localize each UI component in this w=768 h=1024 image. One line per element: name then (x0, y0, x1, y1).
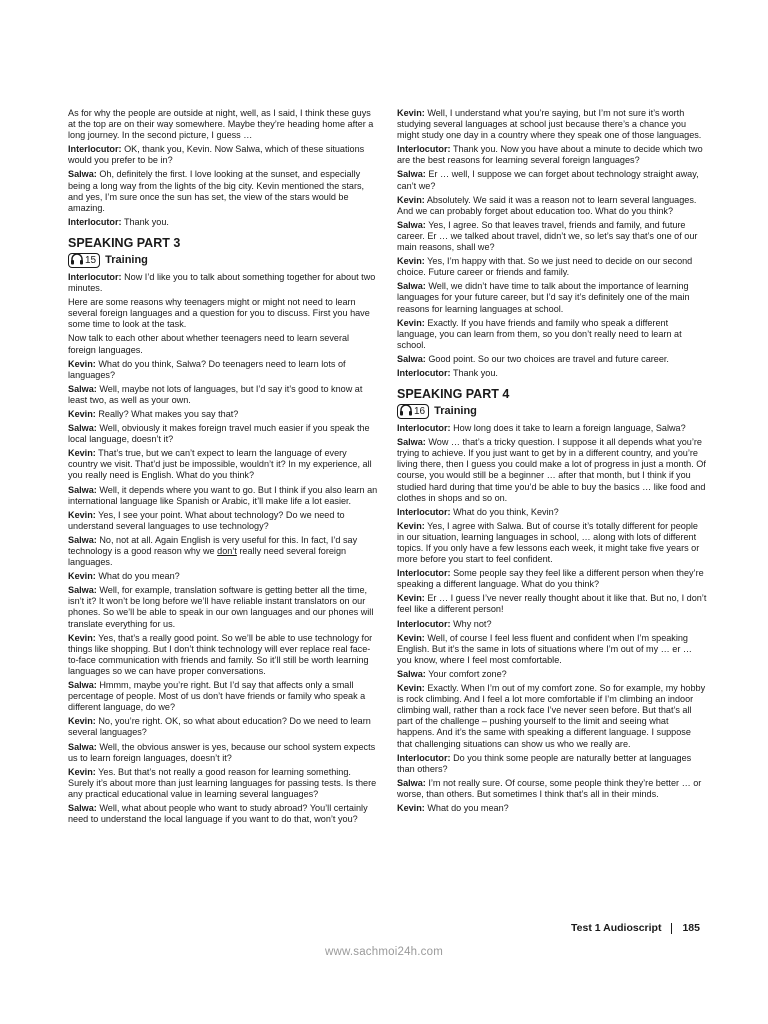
dialogue-line (397, 593, 707, 615)
line-text: What do you think, Salwa? Do teenagers need to learn lots of languages? (68, 358, 346, 380)
speaker-name: Salwa: (68, 484, 97, 495)
speaker-name: Salwa: (68, 741, 97, 752)
line-text: Well, of course I feel less fluent and confident when I’m speaking English. But it’s the same in lots of situations where I’m out of my … er … you know, where I feel most comfortable. (397, 632, 692, 665)
speaker-name: Kevin: (397, 802, 425, 813)
line-text: No, not at all. Again English is very useful for this. In fact, I’d say technology is a good reason why we (68, 534, 358, 556)
speaker-name: Salwa: (68, 169, 97, 180)
speaker-name: Salwa: (68, 680, 97, 691)
track-number: 16 (414, 406, 426, 418)
line-text: Some people say they feel like a different person when they’re speaking a different language. What do you think? (397, 568, 704, 590)
audio-track-badge (397, 404, 429, 419)
speaker-name: Salwa: (68, 383, 97, 394)
line-text: Well, maybe not lots of languages, but I’d say it’s good to know at least two, as well as your own. (68, 383, 363, 405)
speaker-name: Kevin: (68, 408, 96, 419)
page-footer (571, 922, 700, 934)
line-text: As for why the people are outside at night, well, as I said, I think these guys at the top are on their way somewhere. Maybe they’re heading home after a long journey. In the second picture, I guess … (68, 108, 374, 141)
line-text: Wow … that’s a tricky question. I suppose it all depends what you’re trying to achieve. If you just want to get by in a different country, and you’re living there, then I guess you could make a lot of progress in just a month. Of course, you would still be a beginner … after that month, but I think if you studied hard during that time you’d be able to buy the basics … like food and clothes in shops and so on. (397, 437, 706, 503)
speaker-name: Interlocutor: (397, 568, 451, 579)
speaker-name: Salwa: (397, 437, 426, 448)
dialogue-line (397, 144, 707, 166)
line-text: Hmmm, maybe you’re right. But I’d say that affects only a small percentage of people. Most of us don’t have friends or family who speak a different language, do we? (68, 680, 366, 713)
line-text: Exactly. When I’m out of my comfort zone. So for example, my hobby is rock climbing. And I feel a lot more comfortable if I’m climbing an indoor climbing wall, rather than a rock face I’ve never seen before. But that’s all part of the challenge – pushing yourself to the limit and seeing what happens. And it’s the same with speaking a different language. I suppose that challenging situations can show us who we really are. (397, 683, 706, 749)
dialogue-line (68, 485, 378, 507)
dialogue-line (397, 169, 707, 191)
speaker-name: Salwa: (397, 219, 426, 230)
dialogue-line (68, 633, 378, 677)
line-text: Thank you. Now you have about a minute to decide which two are the best reasons for learning several foreign languages? (397, 144, 703, 166)
dialogue-line (68, 359, 378, 381)
speaker-name: Kevin: (68, 509, 96, 520)
line-text: Exactly. If you have friends and family who speak a different language, you can learn from them, so you don’t really need to learn at school. (397, 317, 682, 350)
line-text: Well, it depends where you want to go. But I think if you also learn an international language like Spanish or Arabic, it’ll make life a lot easier. (68, 484, 378, 506)
speaker-name: Kevin: (397, 520, 425, 531)
speaker-name: Interlocutor: (397, 144, 451, 155)
training-text: Training (434, 405, 477, 418)
dialogue-line (397, 521, 707, 565)
dialogue-line (397, 803, 707, 814)
dialogue-line (68, 297, 378, 330)
speaker-name: Kevin: (397, 632, 425, 643)
line-text: Now I’d like you to talk about something together for about two minutes. (68, 271, 376, 294)
speaker-name: Salwa: (397, 668, 426, 679)
dialogue-line (68, 767, 378, 800)
speaker-name: Interlocutor: (397, 506, 451, 517)
dialogue-line (397, 354, 707, 365)
speaker-name: Salwa: (397, 777, 426, 788)
dialogue-line (397, 423, 707, 434)
line-text: Yes, I agree with Salwa. But of course it’s totally different for people in our situation, learning languages in school, … along with lots of different topics. If you only have a few lessons each week, it might take five years or more before you start to feel confident. (397, 520, 700, 565)
line-text: Well, for example, translation software is getting better all the time, isn’t it? It won’t be long before we’ll have reliable instant translators on our phones. So we’ll be able to speak in our own languages and our phones will translate everything for us. (68, 585, 374, 629)
dialogue-line (397, 568, 707, 590)
line-text: Well, we didn’t have time to talk about the importance of learning languages for your future career, but I’d say it’s definitely one of the main reasons for learning languages at school. (397, 281, 690, 314)
dialogue-line (397, 683, 707, 750)
dialogue-line (397, 753, 707, 775)
dialogue-line (397, 108, 707, 141)
speaker-name: Interlocutor: (397, 618, 451, 629)
section-heading: SPEAKING PART 3 (68, 235, 181, 250)
speaker-name: Kevin: (68, 632, 96, 643)
line-text: That’s true, but we can’t expect to learn the language of every country we visit. That’d just be impossible, wouldn’t it? In my experience, all you really need is English. What do you think? (68, 448, 372, 481)
line-text: Yes, I see your point. What about technology? Do we need to understand several languages to use technology? (68, 509, 345, 531)
underlined-word: don’t (217, 546, 237, 556)
dialogue-line (397, 778, 707, 800)
training-text: Training (105, 253, 148, 266)
speaker-name: Interlocutor: (68, 216, 122, 227)
line-text: Well, what about people who want to study abroad? You’ll certainly need to understand the local language if you want to do that, won’t you? (68, 802, 368, 825)
dialogue-line (68, 510, 378, 532)
dialogue-line (68, 423, 378, 445)
speaker-name: Interlocutor: (68, 271, 122, 282)
dialogue-line (68, 169, 378, 213)
line-text: Really? What makes you say that? (98, 408, 239, 419)
line-text: Why not? (453, 618, 492, 629)
dialogue-line (397, 318, 707, 351)
dialogue-line (68, 272, 378, 294)
speaker-name: Salwa: (397, 353, 426, 364)
line-text: Oh, definitely the first. I love looking at the sunset, and especially being a long way from the lights of the big city. Kevin mentioned the stars, and yes, I’m sure once the sun has set, the view of the stars would be amazing. (68, 169, 365, 213)
speaker-name: Interlocutor: (397, 367, 451, 378)
right-column (397, 108, 707, 817)
speaker-name: Salwa: (68, 585, 97, 596)
watermark: www.sachmoi24h.com (324, 946, 443, 958)
line-text: Yes, that’s a really good point. So we’ll be able to use technology for things like shopping. But I don’t think technology will ever replace real face-to-face communication with friends and family. So it’ll still be worth learning languages so we can have proper conversations. (68, 632, 373, 676)
line-text: Now talk to each other about whether teenagers need to learn several foreign languages. (68, 333, 350, 355)
speaker-name: Kevin: (68, 358, 96, 369)
dialogue-line (68, 585, 378, 629)
dialogue-line (68, 409, 378, 420)
line-text: Thank you. (123, 216, 169, 227)
speaker-name: Interlocutor: (397, 752, 451, 763)
speaker-name: Kevin: (397, 108, 425, 118)
line-text: Er … well, I suppose we can forget about technology straight away, can’t we? (397, 169, 699, 191)
speaker-name: Kevin: (68, 766, 96, 777)
dialogue-line (68, 448, 378, 481)
speaker-name: Interlocutor: (397, 423, 451, 434)
dialogue-line (397, 195, 707, 217)
line-text: Do you think some people are naturally better at languages than others? (397, 752, 692, 774)
line-text: Er … I guess I’ve never really thought about it like that. But no, I don’t feel like a different person! (397, 593, 707, 615)
footer-title: Test 1 Audioscript (571, 922, 662, 934)
dialogue-line (397, 507, 707, 518)
line-text: Well, I understand what you’re saying, but I’m not sure it’s worth studying several languages at school just because there’s a chance you might study one day in a country where they speak one of those languages. (397, 108, 702, 141)
dialogue-line (397, 281, 707, 314)
speaker-name: Salwa: (397, 169, 426, 180)
line-text: OK, thank you, Kevin. Now Salwa, which of these situations would you prefer to be in? (68, 144, 365, 166)
dialogue-line (397, 633, 707, 666)
speaker-name: Kevin: (68, 448, 96, 459)
line-text: Absolutely. We said it was a reason not to learn several languages. And we can probably forget about education too. What do you think? (397, 194, 697, 216)
audio-track-badge (68, 253, 100, 268)
dialogue-line (68, 571, 378, 582)
line-text: Yes, I agree. So that leaves travel, friends and family, and future career. Er … we talked about travel, didn’t we, so let’s say that’s one of our main reasons, shall we? (397, 219, 698, 253)
dialogue-line (68, 680, 378, 713)
page-number: 185 (682, 922, 700, 934)
dialogue-line (68, 742, 378, 764)
section-heading: SPEAKING PART 4 (397, 387, 510, 402)
line-text: What do you mean? (98, 571, 180, 582)
line-text: Here are some reasons why teenagers might or might not need to learn several foreign languages and a question for you to discuss. First you have some time to look at the task. (68, 297, 370, 330)
headphones-icon (399, 404, 414, 419)
dialogue-line (68, 803, 378, 825)
line-text: Your comfort zone? (428, 668, 507, 679)
dialogue-line (68, 217, 378, 228)
dialogue-line (68, 384, 378, 406)
dialogue-line (68, 716, 378, 738)
dialogue-line (397, 220, 707, 253)
left-column (68, 108, 378, 828)
speaker-name: Kevin: (397, 683, 425, 694)
line-text: Good point. So our two choices are travel and future career. (428, 353, 669, 364)
line-text: No, you’re right. OK, so what about education? Do we need to learn several languages? (68, 716, 371, 738)
line-text: Well, obviously it makes foreign travel much easier if you speak the local language, doesn’t it? (68, 423, 370, 445)
dialogue-line (68, 333, 378, 355)
line-text: What do you mean? (427, 802, 509, 813)
dialogue-line (397, 368, 707, 379)
training-label (397, 404, 707, 419)
training-label (68, 253, 378, 268)
line-text: Thank you. (452, 367, 498, 378)
speaker-name: Salwa: (68, 802, 97, 813)
speaker-name: Salwa: (397, 281, 426, 292)
line-text: I’m not really sure. Of course, some people think they’re better … or worse, than others. But sometimes I think that’s all in their minds. (397, 777, 702, 799)
dialogue-line (397, 669, 707, 680)
line-text: How long does it take to learn a foreign language, Salwa? (453, 423, 686, 434)
speaker-name: Kevin: (397, 194, 425, 205)
speaker-name: Salwa: (68, 534, 97, 545)
speaker-name: Kevin: (397, 317, 425, 328)
speaker-name: Salwa: (68, 423, 97, 434)
speaker-name: Kevin: (397, 593, 425, 604)
dialogue-line (68, 535, 378, 568)
speaker-name: Interlocutor: (68, 144, 122, 155)
line-text: What do you think, Kevin? (453, 506, 559, 517)
speaker-name: Kevin: (68, 571, 96, 582)
dialogue-line (68, 108, 378, 141)
headphones-icon (70, 253, 85, 268)
track-number: 15 (85, 254, 97, 266)
speaker-name: Kevin: (397, 256, 425, 267)
footer-separator (671, 923, 672, 934)
line-text: Yes. But that’s not really a good reason for learning something. Surely it’s about more than just learning languages for passing tests. Is there any practical educational value in learning several languages? (68, 766, 377, 799)
speaker-name: Kevin: (68, 716, 96, 727)
dialogue-line (68, 144, 378, 166)
line-text: really need several foreign languages. (68, 546, 347, 568)
dialogue-line (397, 437, 707, 504)
dialogue-line (397, 619, 707, 630)
line-text: Well, the obvious answer is yes, because our school system expects us to learn foreign languages, doesn’t it? (68, 741, 376, 763)
line-text: Yes, I’m happy with that. So we just need to decide on our second choice. Future career or friends and family. (397, 256, 693, 278)
dialogue-line (397, 256, 707, 278)
